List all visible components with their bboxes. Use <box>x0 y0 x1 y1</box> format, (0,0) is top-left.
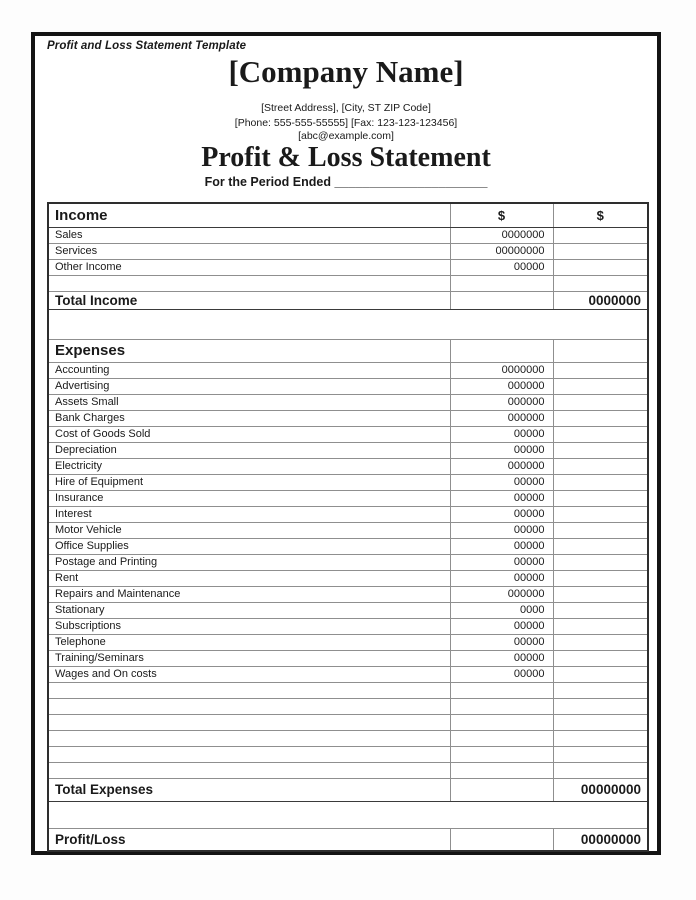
expense-row-label: Motor Vehicle <box>48 522 450 538</box>
expense-row-label: Insurance <box>48 490 450 506</box>
total-expenses-row <box>48 778 648 801</box>
expense-row-label: Telephone <box>48 634 450 650</box>
total-expenses-value: 00000000 <box>553 778 648 801</box>
expenses-header-row <box>48 339 648 362</box>
expense-row-label: Electricity <box>48 458 450 474</box>
expense-empty-row <box>48 682 648 698</box>
expense-empty-row <box>48 762 648 778</box>
expense-row-training-seminars <box>48 650 648 666</box>
address-line: [Street Address], [City, ST ZIP Code] <box>261 102 431 114</box>
total-income-row <box>48 291 648 309</box>
expense-empty-row <box>48 714 648 730</box>
income-row-value: 00000 <box>450 259 553 275</box>
expense-row-motor-vehicle <box>48 522 648 538</box>
expense-row-assets-small <box>48 394 648 410</box>
income-row-label: Services <box>48 243 450 259</box>
expense-row-label: Stationary <box>48 602 450 618</box>
expense-row-label: Depreciation <box>48 442 450 458</box>
expense-row-label: Subscriptions <box>48 618 450 634</box>
expense-row-value: 00000 <box>450 666 553 682</box>
expense-row-cost-of-goods-sold <box>48 426 648 442</box>
expense-row-label: Hire of Equipment <box>48 474 450 490</box>
income-empty-row <box>48 275 648 291</box>
expense-row-label: Cost of Goods Sold <box>48 426 450 442</box>
expense-row-label: Rent <box>48 570 450 586</box>
expense-row-stationary <box>48 602 648 618</box>
total-income-blank-cell <box>450 291 553 309</box>
expense-row-label: Office Supplies <box>48 538 450 554</box>
expense-row-label: Advertising <box>48 378 450 394</box>
income-row-sales <box>48 227 648 243</box>
expense-row-value: 00000 <box>450 650 553 666</box>
expense-row-value: 00000 <box>450 618 553 634</box>
expense-row-value: 0000000 <box>450 362 553 378</box>
expense-row-label: Accounting <box>48 362 450 378</box>
income-row-label: Sales <box>48 227 450 243</box>
expense-row-advertising <box>48 378 648 394</box>
expense-row-telephone <box>48 634 648 650</box>
document-title: Profit & Loss Statement <box>201 142 491 173</box>
expense-row-accounting <box>48 362 648 378</box>
income-row-value: 0000000 <box>450 227 553 243</box>
income-total-column-header: $ <box>553 203 648 227</box>
expense-row-value: 00000 <box>450 634 553 650</box>
expense-row-label: Repairs and Maintenance <box>48 586 450 602</box>
expense-row-hire-of-equipment <box>48 474 648 490</box>
profit-loss-row <box>48 828 648 851</box>
income-row-total-cell <box>553 243 648 259</box>
expense-row-depreciation <box>48 442 648 458</box>
expense-empty-row <box>48 730 648 746</box>
expense-row-value: 00000 <box>450 490 553 506</box>
period-ended-line: For the Period Ended ______________________ <box>204 175 488 189</box>
total-expenses-label: Total Expenses <box>48 778 450 801</box>
expense-row-insurance <box>48 490 648 506</box>
income-row-other-income <box>48 259 648 275</box>
expense-row-label: Bank Charges <box>48 410 450 426</box>
company-name: [Company Name] <box>228 54 464 89</box>
expense-row-repairs-and-maintenance <box>48 586 648 602</box>
phone-fax-line: [Phone: 555-555-55555] [Fax: 123-123-123456] <box>234 117 458 129</box>
expense-row-label: Postage and Printing <box>48 554 450 570</box>
section-gap-row <box>48 309 648 339</box>
template-title: Profit and Loss Statement Template <box>47 40 247 52</box>
expense-row-bank-charges <box>48 410 648 426</box>
expense-empty-row <box>48 698 648 714</box>
page-frame-inner <box>35 36 657 851</box>
income-row-total-cell <box>553 259 648 275</box>
profit-loss-label: Profit/Loss <box>48 828 450 851</box>
expense-row-value: 00000 <box>450 426 553 442</box>
expense-row-office-supplies <box>48 538 648 554</box>
expense-row-wages-and-on-costs <box>48 666 648 682</box>
expense-row-value: 00000 <box>450 506 553 522</box>
expense-row-interest <box>48 506 648 522</box>
total-income-label: Total Income <box>48 291 450 309</box>
income-row-value: 00000000 <box>450 243 553 259</box>
profit-loss-value: 00000000 <box>553 828 648 851</box>
profit-loss-table <box>47 202 649 852</box>
expense-row-value: 00000 <box>450 554 553 570</box>
expense-row-value: 000000 <box>450 394 553 410</box>
income-section-title: Income <box>48 203 450 227</box>
expense-row-rent <box>48 570 648 586</box>
income-row-total-cell <box>553 227 648 243</box>
expense-row-label: Training/Seminars <box>48 650 450 666</box>
expense-row-label: Interest <box>48 506 450 522</box>
expense-row-value: 00000 <box>450 474 553 490</box>
total-income-value: 0000000 <box>553 291 648 309</box>
expense-empty-row <box>48 746 648 762</box>
email-line: [abc@example.com] <box>298 130 394 142</box>
expense-row-value: 00000 <box>450 570 553 586</box>
expense-row-label: Assets Small <box>48 394 450 410</box>
expense-row-value: 0000 <box>450 602 553 618</box>
expense-row-electricity <box>48 458 648 474</box>
expense-row-value: 000000 <box>450 378 553 394</box>
section-gap-row <box>48 801 648 828</box>
expense-row-value: 000000 <box>450 458 553 474</box>
expense-row-value: 00000 <box>450 522 553 538</box>
expense-row-subscriptions <box>48 618 648 634</box>
expense-row-value: 00000 <box>450 442 553 458</box>
expense-row-value: 000000 <box>450 586 553 602</box>
expenses-section-title: Expenses <box>48 339 450 362</box>
income-header-row <box>48 203 648 227</box>
income-row-label: Other Income <box>48 259 450 275</box>
expense-row-value: 000000 <box>450 410 553 426</box>
profit-loss-blank-cell <box>450 828 553 851</box>
total-expenses-blank-cell <box>450 778 553 801</box>
expense-row-value: 00000 <box>450 538 553 554</box>
income-amount-column-header: $ <box>450 203 553 227</box>
expense-row-postage-and-printing <box>48 554 648 570</box>
expense-row-label: Wages and On costs <box>48 666 450 682</box>
page-frame <box>31 32 661 855</box>
income-row-services <box>48 243 648 259</box>
